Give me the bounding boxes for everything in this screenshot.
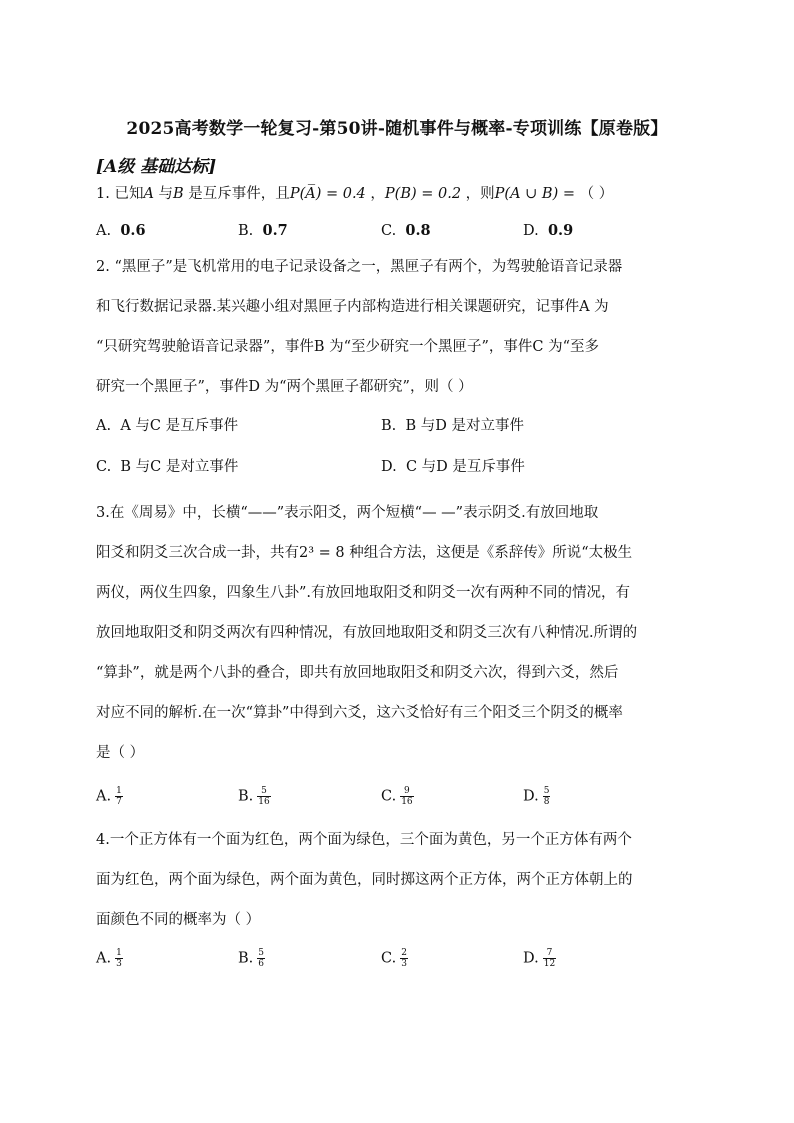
q1-option-d[interactable]: D. 0.9 (523, 222, 574, 239)
q1-option-a[interactable]: A. 0.6 (96, 222, 146, 239)
section-heading: [A级 基础达标] (96, 157, 217, 177)
q2-line: 和飞行数据记录器.某兴趣小组对黑匣子内部构造进行相关课题研究，记事件A 为 (96, 299, 609, 315)
q4-option-b[interactable]: B. $\frac{5}{6}$ (238, 948, 264, 969)
fraction: $\frac{7}{12}$ (543, 948, 556, 969)
q4-line: 面颜色不同的概率为（ ） (96, 912, 261, 928)
q2-line: “只研究驾驶舱语音记录器”，事件B 为“至少研究一个黑匣子”，事件C 为“至多 (96, 339, 600, 355)
q4-option-c[interactable]: C. $\frac{2}{3}$ (381, 948, 407, 969)
question-2 (96, 247, 698, 407)
fraction: $\frac{5}{16}$ (258, 786, 270, 807)
q4-option-d[interactable]: D. $\frac{7}{12}$ (523, 948, 556, 969)
q3-line: 两仪，两仪生四象，四象生八卦”.有放回地取阳爻和阴爻一次有两种不同的情况，有 (96, 585, 631, 601)
q1-prob-a: P(A̅) = 0.4 (289, 186, 366, 202)
question-2-options-row1 (96, 414, 716, 444)
q1-prefix: 1. 已知 (96, 186, 144, 202)
q2-line: 2. “黑匣子”是飞机常用的电子记录设备之一，黑匣子有两个，为驾驶舱语音记录器 (96, 259, 623, 275)
fraction: $\frac{2}{3}$ (401, 948, 407, 969)
q3-line: 阳爻和阴爻三次合成一卦，共有2³ = 8 种组合方法，这便是《系辞传》所说“太极生 (96, 545, 633, 561)
fraction: $\frac{1}{7}$ (116, 786, 122, 807)
q2-line: 研究一个黑匣子”，事件D 为“两个黑匣子都研究”，则（ ） (96, 379, 473, 395)
q2-option-a[interactable]: A. A 与C 是互斥事件 (96, 418, 239, 434)
q4-line: 4.一个正方体有一个面为红色，两个面为绿色，三个面为黄色，另一个正方体有两个 (96, 832, 632, 848)
q1-answer-bracket: （ ） (575, 186, 614, 202)
q1-option-b[interactable]: B. 0.7 (238, 222, 288, 239)
q1-text: 与 (153, 186, 174, 202)
question-4 (96, 820, 698, 940)
q3-line: 是（ ） (96, 745, 145, 761)
q3-line: 对应不同的解析.在一次“算卦”中得到六爻，这六爻恰好有三个阳爻三个阴爻的概率 (96, 705, 623, 721)
q3-line: 放回地取阳爻和阴爻两次有四种情况，有放回地取阳爻和阴爻三次有八种情况.所谓的 (96, 625, 638, 641)
question-3-options (96, 786, 716, 816)
q2-option-b[interactable]: B. B 与D 是对立事件 (381, 418, 524, 434)
document-title: 2025高考数学一轮复习-第50讲-随机事件与概率-专项训练【原卷版】 (126, 119, 668, 139)
q2-option-d[interactable]: D. C 与D 是互斥事件 (381, 459, 525, 475)
q3-option-a[interactable]: A. $\frac{1}{7}$ (96, 786, 122, 807)
question-3 (96, 493, 698, 773)
q4-option-a[interactable]: A. $\frac{1}{3}$ (96, 948, 122, 969)
question-2-options-row2 (96, 455, 716, 485)
fraction: $\frac{1}{3}$ (116, 948, 122, 969)
q1-option-c[interactable]: C. 0.8 (381, 222, 431, 239)
q1-event-b: B (173, 186, 184, 202)
q4-line: 面为红色，两个面为绿色，两个面为黄色，同时掷这两个正方体，两个正方体朝上的 (96, 872, 633, 888)
q3-line: “算卦”，就是两个八卦的叠合，即共有放回地取阳爻和阴爻六次，得到六爻，然后 (96, 665, 619, 681)
q1-event-a: A (143, 186, 154, 202)
question-1 (96, 174, 698, 214)
fraction: $\frac{9}{16}$ (401, 786, 413, 807)
q1-prob-b: P(B) = 0.2 (384, 186, 462, 202)
q3-option-b[interactable]: B. $\frac{5}{16}$ (238, 786, 270, 807)
q3-option-c[interactable]: C. $\frac{9}{16}$ (381, 786, 413, 807)
q1-prob-union: P(A ∪ B) = (494, 186, 575, 202)
q3-option-d[interactable]: D. $\frac{5}{8}$ (523, 786, 550, 807)
question-1-stem (96, 174, 698, 214)
q1-text: ，则 (461, 186, 495, 202)
q1-text: 是互斥事件，且 (183, 186, 290, 202)
q1-text: ， (365, 186, 385, 202)
question-4-options (96, 948, 716, 978)
q3-line: 3.在《周易》中，长横“——”表示阳爻，两个短横“— —”表示阴爻.有放回地取 (96, 505, 599, 521)
fraction: $\frac{5}{6}$ (258, 948, 264, 969)
q2-option-c[interactable]: C. B 与C 是对立事件 (96, 459, 239, 475)
fraction: $\frac{5}{8}$ (543, 786, 550, 807)
